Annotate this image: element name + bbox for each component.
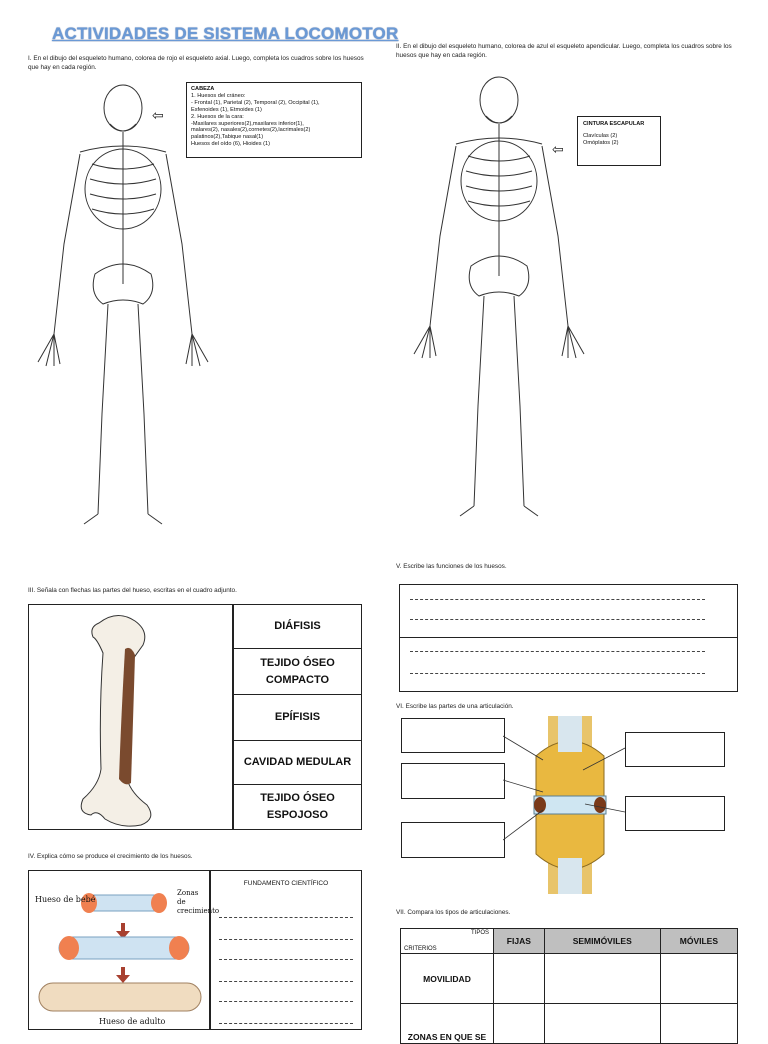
answer-line (410, 673, 705, 674)
part-tejido-compacto-label: TEJIDO ÓSEO COMPACTO (260, 656, 335, 686)
part-cavidad-medular: CAVIDAD MEDULAR (234, 741, 361, 785)
section3-instruction: III. Señala con flechas las partes del hueso, escritas en el cuadro adjunto. (28, 587, 237, 594)
cabeza-line: - Frontal (1), Parietal (2), Temporal (2), Occipital (1), (191, 99, 320, 106)
growth-zones-label: Zonas de crecimiento (177, 889, 220, 915)
section4-instruction: IV. Explica cómo se produce el crecimiento de los huesos. (28, 853, 193, 860)
long-bone-drawing (29, 605, 232, 829)
divider (400, 637, 737, 638)
cabeza-line: Esfenoides (1), Etmoides (1) (191, 106, 262, 113)
part-tejido-esponjoso-label: TEJIDO ÓSEO ESPOJOSO (260, 792, 335, 821)
section5-instruction: V. Escribe las funciones de los huesos. (396, 563, 507, 570)
answer-line (410, 599, 705, 600)
cintura-title: CINTURA ESCAPULAR (583, 121, 645, 127)
answer-line (219, 981, 353, 982)
column-header: FIJAS (494, 929, 545, 954)
joint-label-box[interactable] (401, 763, 505, 799)
cabeza-line: 2. Huesos de la cara: (191, 113, 244, 120)
scientific-basis-column (210, 870, 362, 1030)
bone-growth-image (28, 870, 220, 1030)
section6-instruction: VI. Escribe las partes de una articulación. (396, 703, 514, 710)
table-corner (401, 929, 494, 954)
page-title: ACTIVIDADES DE SISTEMA LOCOMOTOR (52, 24, 399, 43)
part-diafisis: DIÁFISIS (234, 605, 361, 649)
bone-image-cell (28, 604, 233, 830)
table-cell[interactable] (494, 954, 545, 1004)
corner-top: TIPOS (470, 930, 489, 936)
answer-line (410, 619, 705, 620)
joint-label-box[interactable] (401, 822, 505, 858)
part-tejido-esponjoso (234, 785, 361, 829)
cabeza-title: CABEZA (191, 86, 215, 92)
section7-instruction: VII. Compara los tipos de articulaciones. (396, 909, 511, 916)
joint-label-box[interactable] (625, 732, 725, 767)
corner-bottom: CRITERIOS (404, 946, 437, 952)
row-header: MOVILIDAD (401, 954, 494, 1004)
cintura-line: Clavículas (2) (583, 133, 618, 139)
column-header: SEMIMÓVILES (544, 929, 660, 954)
joint-comparison-table (400, 928, 738, 1044)
answer-line (219, 1001, 353, 1002)
table-cell[interactable] (660, 954, 737, 1004)
arrow-icon: ⇦ (152, 107, 164, 123)
joint-pointer-lines (503, 730, 625, 850)
answer-line (219, 939, 353, 940)
answer-line (410, 651, 705, 652)
table-cell[interactable] (544, 954, 660, 1004)
section2-instruction: II. En el dibujo del esqueleto humano, colorea de azul el esqueleto apendicular. Luego, completa los cuadros sobre los huesos que hay en cada región. (396, 43, 732, 59)
part-epifisis: EPÍFISIS (234, 695, 361, 741)
answer-line (219, 917, 353, 918)
adult-bone-label: Hueso de adulto (99, 1017, 166, 1026)
answer-line (219, 959, 353, 960)
baby-bone-label: Hueso de bebé (35, 895, 96, 904)
cabeza-line: palatinos(2),Tabique nasal(1) (191, 134, 264, 141)
joint-label-box[interactable] (625, 796, 725, 831)
arrow-icon: ⇦ (552, 141, 564, 157)
row-header: ZONAS EN QUE SE (401, 1004, 494, 1044)
cabeza-line: -Maxilares superiores(2),maxilares inferior(1), (191, 120, 304, 127)
cabeza-line: malares(2), nasales(2),cornetes(2),lacrimales(2) (191, 127, 311, 134)
section1-instruction: I. En el dibujo del esqueleto humano, colorea de rojo el esqueleto axial. Luego, completa los cuadros sobre los huesos que hay en cada región. (28, 55, 364, 71)
cabeza-line: 1. Huesos del cráneo: (191, 92, 246, 99)
cintura-line: Omóplatos (2) (583, 140, 619, 146)
cabeza-box (186, 82, 362, 158)
cintura-box (577, 116, 661, 166)
cabeza-line: Huesos del oído (6), Hioides (1) (191, 141, 270, 148)
scientific-basis-title: FUNDAMENTO CIENTÍFICO (243, 880, 329, 887)
joint-label-box[interactable] (401, 718, 505, 753)
bone-functions-box (399, 584, 738, 692)
column-header: MÓVILES (660, 929, 737, 954)
part-tejido-compacto (234, 649, 361, 695)
appendicular-skeleton-drawing (396, 76, 606, 526)
bone-parts-column (233, 604, 362, 830)
